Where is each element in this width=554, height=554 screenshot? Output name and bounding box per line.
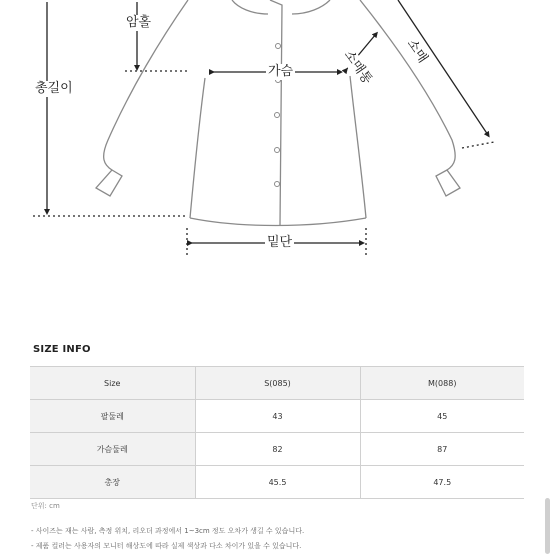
header-m: M(088) bbox=[360, 367, 524, 400]
scrollbar-thumb[interactable] bbox=[545, 498, 550, 554]
table-header-row bbox=[30, 367, 524, 400]
total-length-label: 총길이 bbox=[35, 81, 73, 96]
chest-label: 가슴 bbox=[268, 64, 294, 79]
header-s: S(085) bbox=[195, 367, 360, 400]
cell-value: 45.5 bbox=[195, 466, 360, 499]
unit-note: 단위: cm bbox=[31, 502, 60, 510]
cell-value: 47.5 bbox=[360, 466, 524, 499]
row-label: 팔둘레 bbox=[30, 400, 195, 433]
armhole-label: 암홀 bbox=[126, 15, 152, 30]
cell-value: 45 bbox=[360, 400, 524, 433]
table-row bbox=[30, 433, 524, 466]
sleeve-dash bbox=[462, 142, 494, 148]
size-table bbox=[30, 366, 524, 499]
table-row bbox=[30, 466, 524, 499]
row-label: 총장 bbox=[30, 466, 195, 499]
button-5 bbox=[275, 182, 280, 187]
sleeve-line bbox=[398, 0, 488, 135]
cell-value: 82 bbox=[195, 433, 360, 466]
button-3 bbox=[275, 113, 280, 118]
hem-label: 밑단 bbox=[267, 235, 293, 250]
note-measurement-tolerance: - 사이즈는 재는 사람, 측정 위치, 리오더 과정에서 1~3cm 정도 오차가 생길 수 있습니다. bbox=[31, 527, 305, 535]
sleeve-label: 소매 bbox=[402, 35, 432, 68]
note-color-difference: - 제품 컬러는 사용자의 모니터 해상도에 따라 실제 색상과 다소 차이가 있을 수 있습니다. bbox=[31, 542, 302, 550]
sleeve-width-label: 소매통 bbox=[339, 46, 376, 89]
table-row bbox=[30, 400, 524, 433]
measurement-guides bbox=[33, 0, 494, 258]
header-size: Size bbox=[30, 367, 195, 400]
cell-value: 87 bbox=[360, 433, 524, 466]
size-info-title: SIZE INFO bbox=[33, 344, 91, 355]
button-1 bbox=[276, 44, 281, 49]
button-4 bbox=[275, 148, 280, 153]
row-label: 가슴둘레 bbox=[30, 433, 195, 466]
cell-value: 43 bbox=[195, 400, 360, 433]
